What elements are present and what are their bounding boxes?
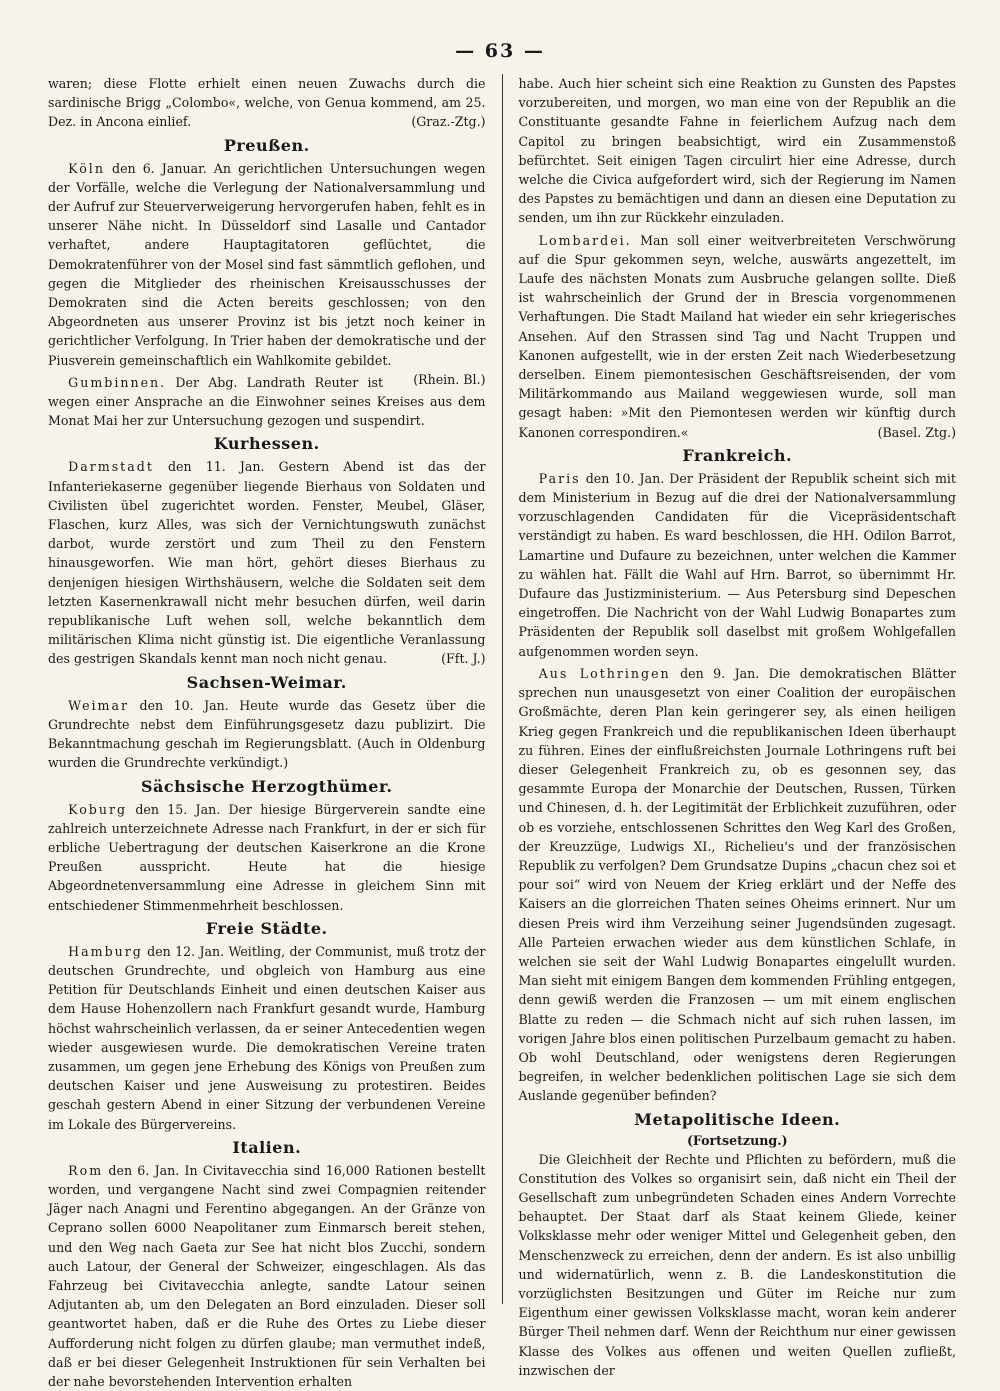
dateline: Koburg (68, 801, 128, 817)
section-heading: Sächsische Herzogthümer. (141, 776, 393, 796)
dateline: Darmstadt (68, 459, 154, 475)
source-citation: (Basel. Ztg.) (877, 424, 956, 440)
paragraph-text: den 10. Jan. Heute wurde das Gesetz über die Grundrechte nebst dem Einführungsgesetz dazu publizirt. Die Bekanntmachung geschah im Regierungsblatt. (Auch in Oldenburg wurden die Grundrechte verkündigt.) (48, 697, 486, 771)
paragraph-text: den 11. Jan. Gestern Abend ist das der Infanteriekaserne gegenüber liegende Bierhaus von Soldaten und Civilisten übel zugerichtet worden. Fenster, Meubel, Gläser, Flaschen, kurz Alles, was sich der Vernichtungswuth zunächst darbot, wurde zerstört und zum Theil zu den Fenstern hinausgeworfen. Wie man hört, gehört dieses Bierhaus zu denjenigen hiesigen Wirthshäusern, welche die Soldaten seit dem letzten Kasernenkrawall nicht mehr besuchen dürfen, weil darin republikanische Luft wehen soll, welche bekanntlich dem militärischen Klima nicht günstig ist. Die eigentliche Veranlassung des gestrigen Skandals kennt man noch nicht genau. (48, 459, 486, 667)
source-citation: (Graz.-Ztg.) (411, 114, 486, 130)
section-heading: Italien. (232, 1137, 302, 1157)
source-citation: (Fft. J.) (441, 651, 486, 667)
source-citation: (Rhein. Bl.) (413, 371, 486, 387)
article-paragraph (48, 1161, 486, 1391)
paragraph-text: den 6. Januar. An gerichtlichen Untersuchungen wegen der Vorfälle, welche die Verlegung der Nationalversammlung und der Aufruf zur Steuerverweigerung hervorgerufen haben, fehlt es in unserer Nähe nicht. In Düsseldorf sind Lasalle und Cantador verhaftet, andere Hauptagitatoren geflüchtet, die Demokratenführer von der Mosel sind fast sämmtlich geflohen, und gegen die Mitglieder des rheinischen Kreisausschusses der Demokraten sind die Acten bereits geschlossen; von den Abgeordneten aus unserer Provinz ist bis jetzt noch keiner in gerichtlicher Verfolgung. In Trier haben der demokratische und der Piusverein gemeinschaftlich ein Wahlkomite gebildet. (48, 160, 486, 368)
article-paragraph (48, 800, 486, 915)
article-paragraph (48, 74, 486, 132)
section-heading: Frankreich. (682, 445, 793, 465)
dateline: Gumbinnen. (68, 374, 167, 390)
paragraph-text: den 9. Jan. Die demokratischen Blätter sprechen nun unausgesetzt von einer Coalition der europäischen Großmächte, deren Plan kein geringerer sey, als einen heiligen Krieg gegen Frankreich und die republikanischen Ideen überhaupt zu führen. Eines der einflußreichsten Journale Lothringens ruft bei dieser Gelegenheit Frankreich zu, ob es gesonnen sey, das gesammte Europa der Monarchie der Deutschen, Russen, Türken und Chinesen, d. h. der Legitimität der Erblichkeit zuzuführen, oder ob es vorziehe, entschlossenen Schrittes den Weg Karl des Großen, der Kreuzzüge, Ludwigs XI., Richelieu's und der französischen Republik zu verfolgen? Dem Grundsatze Dupins „chacun chez soi et pour soi“ wird von Neuem der Krieg erklärt und der Neffe des Kaisers an die glorreichen Thaten seines Oheims erinnert. Nur um diesen Preis wird ihm Verzeihung seiner Jugendsünden zugesagt. Alle Parteien erwachen wieder aus dem künstlichen Schlafe, in welchen sie seit der Wahl Ludwig Bonapartes eingelullt wurden. Man sieht mit einigem Bangen dem kommenden Frühling entgegen, denn gewiß werden die Franzosen — um mit einem englischen Blatte zu reden — die Schmach nicht auf sich ruhen lassen, im vorigen Jahre blos einen politischen Purzelbaum gemacht zu haben. Ob wohl Deutschland, oder wenigstens deren Regierungen begreifen, in welcher bedenklichen politischen Lage sie sich dem Auslande gegenüber befinden? (518, 665, 956, 1104)
left-column (48, 74, 486, 1389)
article-paragraph (48, 696, 486, 773)
paragraph-text: den 10. Jan. Der Präsident der Republik scheint sich mit dem Ministerium in Bezug auf die drei der Nationalversammlung vorzuschlagenden Candidaten für die Vicepräsidentschaft verständigt zu haben. Es ward beschlossen, die HH. Odilon Barrot, Lamartine und Dufaure zu bezeichnen, unter welchen die Kammer zu wählen hat. Fällt die Wahl auf Hrn. Barrot, so übernimmt Hr. Dufaure das Justizministerium. — Aus Petersburg sind Depeschen eingetroffen. Die Nachricht von der Wahl Ludwig Bonapartes zum Präsidenten der Republik soll daselbst mit großem Wohlgefallen aufgenommen worden seyn. (518, 470, 956, 659)
section-heading: Kurhessen. (213, 434, 320, 454)
paragraph-text: Man soll einer weitverbreiteten Verschwörung auf die Spur gekommen seyn, welche, auswärts angezettelt, im Laufe des nächsten Monats zum Ausbruche gelangen sollte. Dieß ist wahrscheinlich der Grund der in Brescia vorgenommenen Verhaftungen. Die Stadt Mailand hat wieder ein sehr kriegerisches Ansehen. Auf den Strassen sind Tag und Nacht Truppen und Kanonen aufgestellt, wie in der ersten Zeit nach Wiederbesetzung derselben. Einem piemontesischen Geschäftsreisenden, der vom Militärkommando aus Mailand weggewiesen wurde, soll man gesagt haben: »Mit den Piemontesen werden wir künftig durch Kanonen correspondiren.« (518, 232, 956, 440)
dateline: Rom (68, 1162, 104, 1178)
dateline: Aus Lothringen (538, 665, 671, 681)
article-paragraph (519, 664, 957, 1106)
page-number: — 63 — (455, 40, 545, 62)
paragraph-text: den 6. Jan. In Civitavecchia sind 16,000 Rationen bestellt worden, und vergangene Nacht sind zwei Compagnien reitender Jäger nach Anagni und Ferentino abgegangen. An der Gränze von Ceprano sollen 6000 Neapolitaner zum Einmarsch bereit stehen, und den Weg nach Gaeta zur See hat nicht blos Zucchi, sondern auch Latour, der General der Schweizer, eingeschlagen. Als das Fahrzeug bei Civitavecchia anlegte, sandte Latour seinen Adjutanten ab, um den Delegaten an Bord einzuladen. Dieser soll geantwortet haben, daß er die Ruhe des Ortes zu Liebe dieser Aufforderung nicht folgen zu dürfen glaube; man vermuthet indeß, daß er bei dieser Gelegenheit Instruktionen für sein Verhalten bei der nahe bevorstehenden Intervention erhalten (48, 1162, 486, 1389)
section-heading: Freie Städte. (205, 918, 328, 938)
dateline: Köln (68, 160, 105, 176)
paragraph-text: Die Gleichheit der Rechte und Pflichten zu befördern, muß die Constitution des Volkes so organisirt sein, daß nicht ein Theil der Gesellschaft zum unbegründeten Schaden eines Andern Vorrechte behauptet. Der Staat darf als Staat keinem Gliede, keiner Volksklasse mehr oder weniger Mittel und Gelegenheit geben, den Menschenzweck zu erreichen, denn der andern. Es ist also unbillig und widernatürlich, wenn z. B. die Landeskonstitution die vorzüglichsten Besitzungen und Güter im Reiche nur zum Eigenthum einer gewissen Volksklasse macht, woran kein anderer Bürger Theil nehmen darf. Wenn der Reichthum nur einer gewissen Klasse des Volkes aus offenen und weiten Quellen zufließt, inzwischen der (518, 1151, 956, 1378)
paragraph-text: den 12. Jan. Weitling, der Communist, muß trotz der deutschen Grundrechte, und obgleich von Hamburg aus eine Petition für Deutschlands Einheit und einen deutschen Kaiser aus dem Hause Hohenzollern nach Frankfurt gesandt wurde, Hamburg höchst wahrscheinlich verlassen, da er seiner Antecedentien wegen wieder ausgewiesen wurde. Die demokratischen Vereine traten zusammen, um gegen jene Erhebung des Königs von Preußen zum deutschen Kaiser und jene Ausweisung zu protestiren. Beides geschah gestern Abend in einer Sitzung der verbundenen Vereine im Lokale des Bürgervereins. (48, 943, 486, 1132)
article-paragraph (48, 942, 486, 1134)
columns (48, 74, 956, 1389)
article-paragraph (519, 469, 957, 661)
article-paragraph (519, 74, 957, 228)
article-paragraph (519, 231, 957, 442)
column-rule (502, 74, 503, 1304)
dateline: Lombardei. (538, 232, 632, 248)
paragraph-text: Der Abg. Landrath Reuter ist wegen einer Ansprache an die Einwohner seines Kreises aus dem Monat Mai her zur Untersuchung gezogen und suspendirt. (48, 374, 486, 429)
section-heading: Sachsen-Weimar. (186, 672, 347, 692)
article-paragraph (519, 1150, 957, 1380)
article-paragraph (48, 457, 486, 668)
dateline: Paris (538, 470, 581, 486)
paragraph-text: waren; diese Flotte erhielt einen neuen Zuwachs durch die sardinische Brigg „Colombo«, welche, von Genua kommend, am 25. Dez. in Ancona einlief. (48, 76, 486, 130)
dateline: Hamburg (68, 943, 143, 959)
paragraph-text: den 15. Jan. Der hiesige Bürgerverein sandte eine zahlreich unterzeichnete Adresse nach Frankfurt, in der er sich für erbliche Uebertragung der deutschen Kaiserkrone an die Krone Preußen ausspricht. Heute hat die hiesige Abgeordnetenversammlung eine Adresse in gleichem Sinn mit entschiedener Stimmenmehrheit beschlossen. (48, 801, 486, 913)
section-heading: Metapolitische Ideen. (634, 1109, 841, 1129)
section-heading: Preußen. (223, 135, 310, 155)
section-subheading: (Fortsetzung.) (686, 1132, 788, 1148)
paragraph-text: habe. Auch hier scheint sich eine Reaktion zu Gunsten des Papstes vorzubereiten, und morgen, wo man eine von der Republik an die Constituante gesandte Fahne in feierlichem Aufzug nach dem Capitol zu bringen beabsichtigt, wird ein Zusammenstoß befürchtet. Seit einigen Tagen circulirt hier eine Adresse, durch welche die Civica aufgefordert wird, sich der Regierung im Namen des Papstes zu bemächtigen und dann an diesen eine Deputation zu senden, um ihn zur Rückkehr einzuladen. (518, 76, 956, 226)
dateline: Weimar (68, 697, 130, 713)
right-column (518, 74, 957, 1378)
